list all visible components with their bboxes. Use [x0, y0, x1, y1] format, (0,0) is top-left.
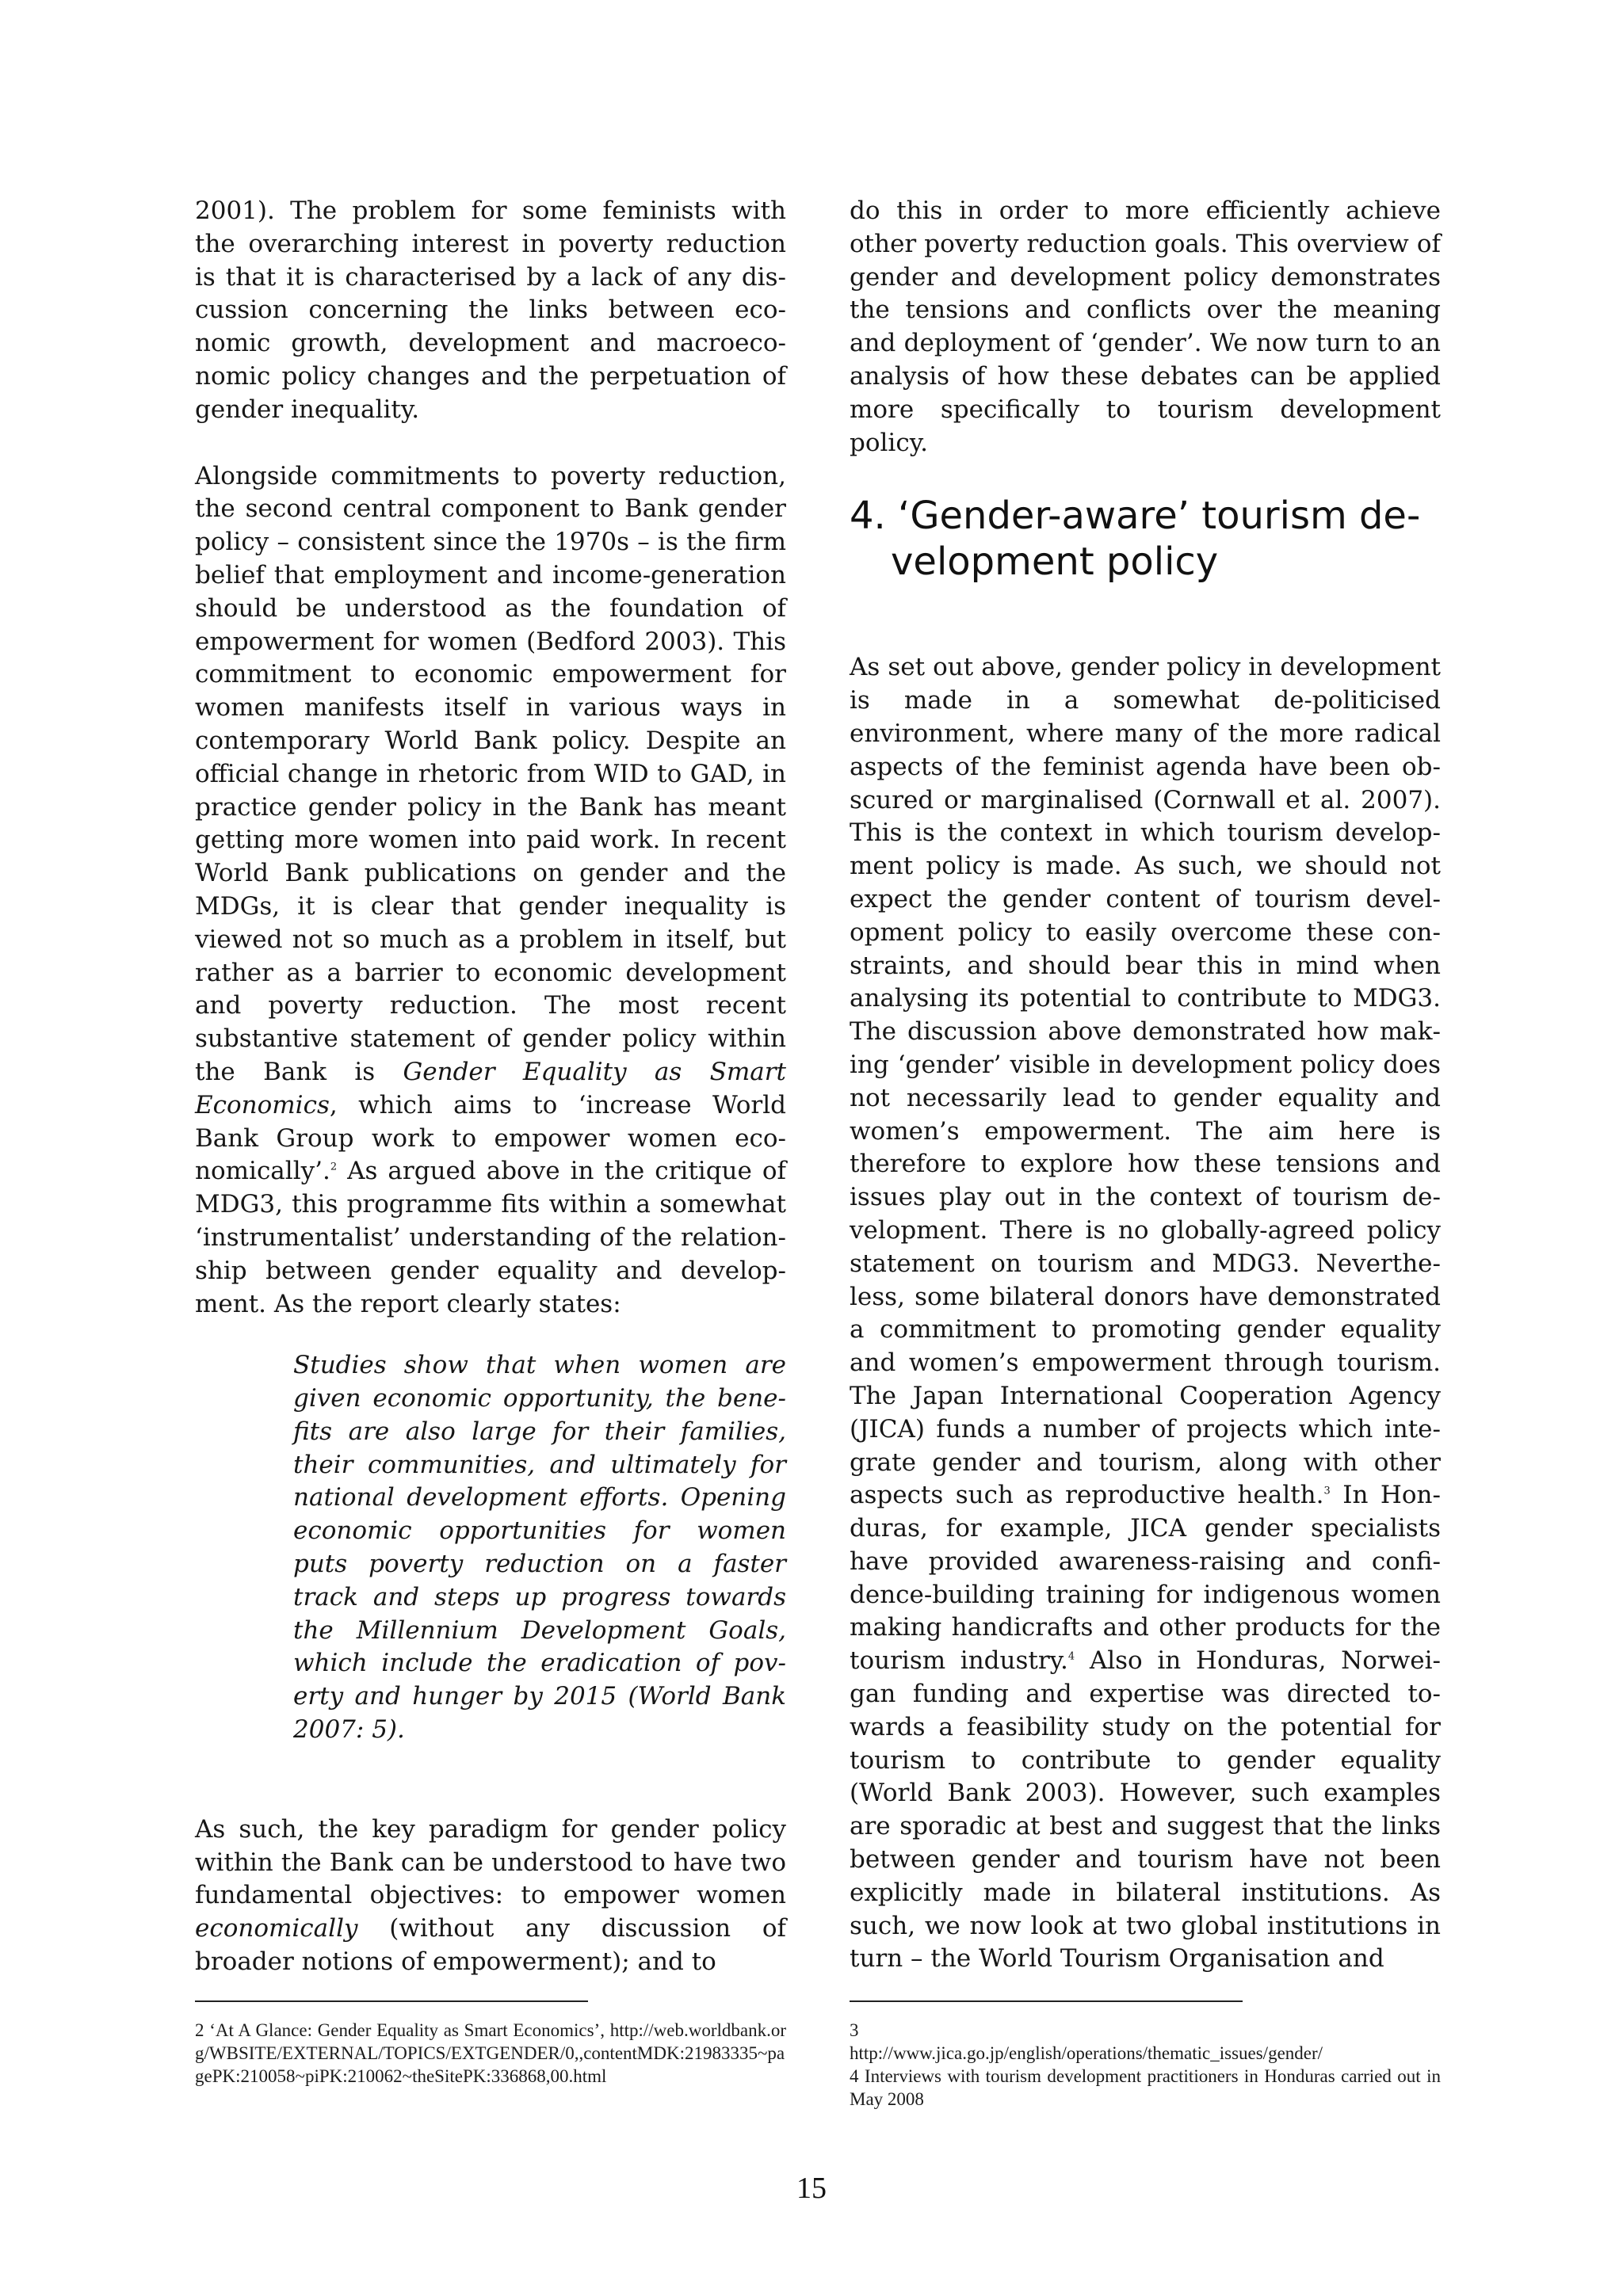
left-paragraph-3-text-b: (without any discussion of broader notions of empowerment); and to — [195, 1914, 786, 1977]
left-paragraph-2-text-b: , which aims to ‘increase World Bank Group work to empower women economically’. — [195, 1090, 786, 1186]
report-title: Gender Equality as Smart Economics — [195, 1057, 786, 1119]
footnote-divider-right — [850, 2000, 1243, 2002]
right-column — [850, 195, 1441, 1976]
footnote-divider-left — [195, 2000, 588, 2002]
footnote-4: 4 Interviews with tourism development practitioners in Honduras carried out in May 2008 — [850, 2066, 1441, 2109]
right-paragraph-2-text-c: Also in Honduras, Norweigan funding and expertise was directed towards a feasibility study on the potential for tourism to contribute to gender equality (World Bank 2003). However, such examples are sporadic at best and suggest that the links between gender and tourism have not been explicitly made in bilateral institutions. As such, we now look at two global institutions in turn – the World Tourism Organisation and — [850, 1646, 1441, 1974]
footnote-3-number: 3 — [850, 2020, 859, 2040]
emphasis-economically: economically — [195, 1914, 358, 1943]
page-number: 15 — [796, 2172, 827, 2205]
right-paragraph-2-text-a: As set out above, gender policy in development is made in a somewhat de-politicised environment, where many of the more radical aspects of the feminist agenda have been obscured or marginalised (Cornwall et al. 2007). This is the context in which tourism development policy is made. As such, we should not expect the gender content of tourism development policy to easily overcome these constraints, and should bear this in mind when analysing its potential to contribute to MDG3. The discussion above demonstrated how making ‘gender’ visible in development policy does not necessarily lead to gender equality and women’s empowerment. The aim here is therefore to explore how these tensions and issues play out in the context of tourism development. There is no globally-agreed policy statement on tourism and MDG3. Nevertheless, some bilateral donors have demonstrated a commitment to promoting gender equality and women’s empowerment through tourism. The Japan International Cooperation Agency (JICA) funds a number of projects which integrate gender and tourism, along with other aspects such as reproductive health. — [850, 653, 1441, 1510]
left-paragraph-2 — [195, 460, 786, 1322]
section-heading: 4. ‘Gender-aware’ tourism development policy — [850, 494, 1421, 585]
left-paragraph-2-text-c: As argued above in the critique of MDG3, this programme fits within a somewhat ‘instrumentalist’ understanding of the relationship between gender equality and development. As the report clearly states: — [195, 1157, 786, 1318]
left-paragraph-3-text-a: As such, the key paradigm for gender policy within the Bank can be understood to have two fundamental objectives: to empower women — [195, 1814, 786, 1910]
footnote-ref-4[interactable]: 4 — [1067, 1650, 1075, 1663]
right-paragraph-1: do this in order to more efficiently achieve other poverty reduction goals. This overview of gender and development policy demonstrates the tensions and conflicts over the meaning and deployment of ‘gender’. We now turn to an analysis of how these debates can be applied more specifically to tourism development policy. — [850, 196, 1441, 457]
footnote-ref-2[interactable]: 2 — [330, 1161, 338, 1173]
block-quote: Studies show that when women are given economic opportunity, the benefits are also large for their families, their communities, and ultimately for national development efforts. Opening economic opportunities for women puts poverty reduction on a faster track and steps up progress towards the Millennium Development Goals, which include the eradication of poverty and hunger by 2015 (World Bank 2007: 5). — [293, 1351, 786, 1745]
footnote-2[interactable]: 2 ‘At A Glance: Gender Equality as Smart Economics’, http://web.worldbank.org/WBSITE/EXTERNAL/TOPICS/EXTGENDER/0,,contentMDK:21983335~pagePK:210058~piPK:210062~theSitePK:336868,00.html — [195, 2020, 786, 2086]
footnotes-left — [195, 2019, 786, 2088]
left-paragraph-1: 2001). The problem for some feminists with the overarching interest in poverty reduction is that it is characterised by a lack of any discussion concerning the links between economic growth, development and macroeconomic policy changes and the perpetuation of gender inequality. — [195, 196, 786, 424]
footnote-ref-3[interactable]: 3 — [1323, 1485, 1331, 1497]
right-paragraph-2 — [850, 651, 1441, 1976]
footnote-3-url[interactable]: http://www.jica.go.jp/english/operations/thematic_issues/gender/ — [850, 2043, 1323, 2063]
footnotes-right — [850, 2019, 1441, 2111]
left-column — [195, 195, 786, 1979]
left-paragraph-2-text-a: Alongside commitments to poverty reduction, the second central component to Bank gender policy – consistent since the 1970s – is the firm belief that employment and income-generation should be understood as the foundation of empowerment for women (Bedford 2003). This commitment to economic empowerment for women manifests itself in various ways in contemporary World Bank policy. Despite an official change in rhetoric from WID to GAD, in practice gender policy in the Bank has meant getting more women into paid work. In recent World Bank publications on gender and the MDGs, it is clear that gender inequality is viewed not so much as a problem in itself, but rather as a barrier to economic development and poverty reduction. The most recent substantive statement of gender policy within the Bank is — [195, 461, 786, 1086]
right-paragraph-2-text-b: In Honduras, for example, JICA gender specialists have provided awareness-raising and confidence-building training for indigenous women making handicrafts and other products for the tourism industry. — [850, 1481, 1441, 1676]
left-paragraph-3 — [195, 1814, 786, 1979]
